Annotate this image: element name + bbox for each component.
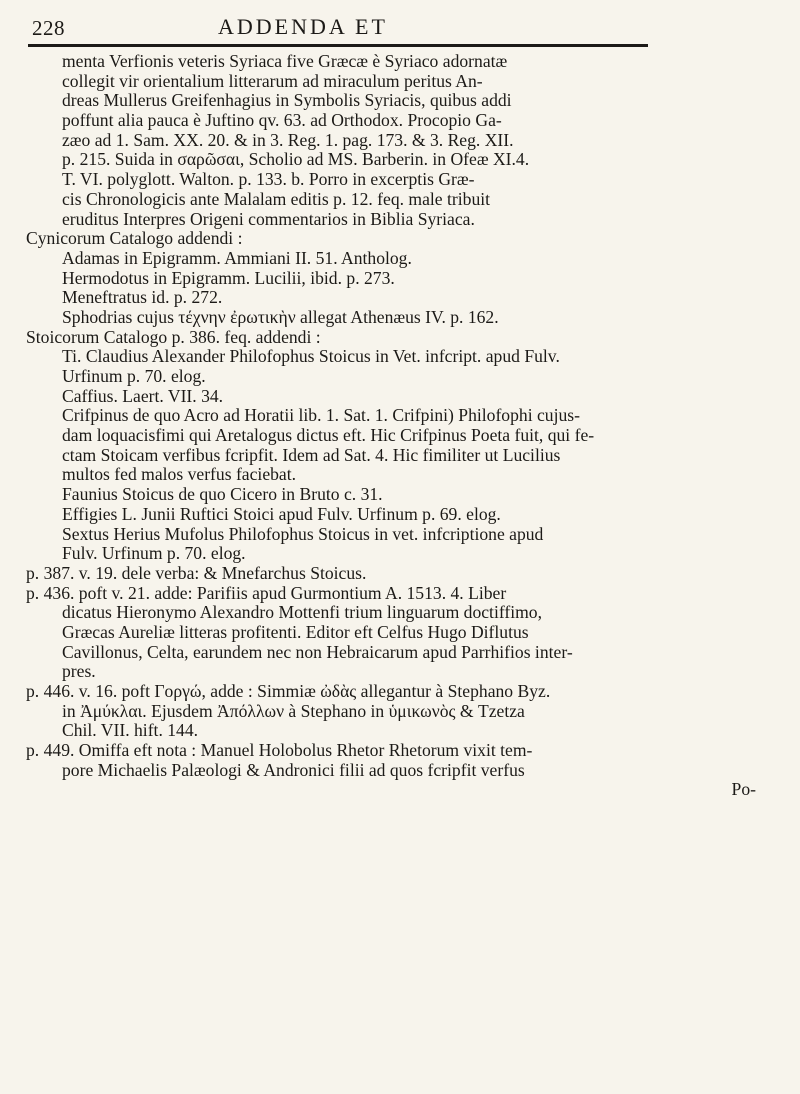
text-line: dreas Mullerus Greifenhagius in Symbolis Syriacis, quibus addi [62,91,512,111]
running-head: ADDENDA ET [218,14,388,39]
page-header [0,0,800,44]
text-line: p. 446. v. 16. poft Γοργώ, adde : Simmiæ ὠδὰς allegantur à Stephano Byz. [26,682,551,701]
text-line: Cynicorum Catalogo addendi : [26,229,243,249]
text-line: poffunt alia pauca è Juftino qv. 63. ad Orthodox. Procopio Ga- [62,111,502,131]
text-line: T. VI. polyglott. Walton. p. 133. b. Porro in excerptis Græ- [62,170,475,190]
text-line: p. 215. Suida in σαρῶσαι, Scholio ad MS. Barberin. in Ofeæ XI.4. [62,150,530,170]
text-line: in Ἀμύκλαι. Ejusdem Ἀπόλλων à Stephano in ὑμικωνὸς & Tzetza [62,701,525,721]
text-line: collegit vir orientalium litterarum ad miraculum peritus An- [62,71,483,91]
text-line: pore Michaelis Palæologi & Andronici filii ad quos fcripfit verfus [62,760,525,780]
text-line: pres. [62,662,96,682]
text-line: dicatus Hieronymo Alexandro Mottenfi trium linguarum doctiffimo, [62,603,542,623]
text-line: Chil. VII. hift. 144. [62,721,199,741]
text-line: Cavillonus, Celta, earundem nec non Hebraicarum apud Parrhifios inter- [62,642,573,662]
text-line: Meneftratus id. p. 272. [62,288,223,308]
text-line: Adamas in Epigramm. Ammiani II. 51. Antholog. [62,248,412,268]
text-line: Ti. Claudius Alexander Philofophus Stoicus in Vet. infcript. apud Fulv. [62,347,560,367]
text-line: Sextus Herius Mufolus Philofophus Stoicus in vet. infcriptione apud [62,524,544,544]
text-line: Caffius. Laert. VII. 34. [62,386,224,406]
catchword: Po- [731,780,756,800]
text-line: Faunius Stoicus de quo Cicero in Bruto c. 31. [62,485,383,505]
text-line: Effigies L. Junii Ruftici Stoici apud Fulv. Urfinum p. 69. elog. [62,504,501,524]
text-line: Stoicorum Catalogo p. 386. feq. addendi : [26,327,321,347]
page-number: 228 [32,16,65,40]
text-line: Crifpinus de quo Acro ad Horatii lib. 1. Sat. 1. Crifpini) Philofophi cujus- [62,406,580,426]
header-rule [28,44,648,47]
text-line: dam loquacisfimi qui Aretalogus dictus eft. Hic Crifpinus Poeta fuit, qui fe- [62,426,595,446]
text-line: p. 387. v. 19. dele verba: & Mnefarchus Stoicus. [26,563,367,583]
text-line: p. 449. Omiffa eft nota : Manuel Holobolus Rhetor Rhetorum vixit tem- [26,741,533,761]
text-line: Urfinum p. 70. elog. [62,367,206,386]
text-line: eruditus Interpres Origeni commentarios in Biblia Syriaca. [62,209,475,229]
text-line: Græcas Aureliæ litteras profitenti. Editor eft Celfus Hugo Diflutus [62,622,529,642]
text-line: p. 436. poft v. 21. adde: Parifiis apud Gurmontium A. 1513. 4. Liber [26,583,507,603]
text-line: zæo ad 1. Sam. XX. 20. & in 3. Reg. 1. pag. 173. & 3. Reg. XII. [62,130,514,150]
text-line: multos fed malos verfus faciebat. [62,465,297,485]
text-line: ctam Stoicam verfibus fcripfit. Idem ad Sat. 4. Hic fimiliter ut Lucilius [62,445,561,465]
text-line: menta Verfionis veteris Syriaca five Græcæ è Syriaco adornatæ [62,52,508,71]
text-line: Hermodotus in Epigramm. Lucilii, ibid. p. 273. [62,268,395,288]
text-line: cis Chronologicis ante Malalam editis p. 12. feq. male tribuit [62,189,491,209]
body-text [26,52,786,800]
text-line: Fulv. Urfinum p. 70. elog. [62,544,246,564]
text-line: Sphodrias cujus τέχνην ἐρωτικὴν allegat Athenæus IV. p. 162. [62,307,499,327]
